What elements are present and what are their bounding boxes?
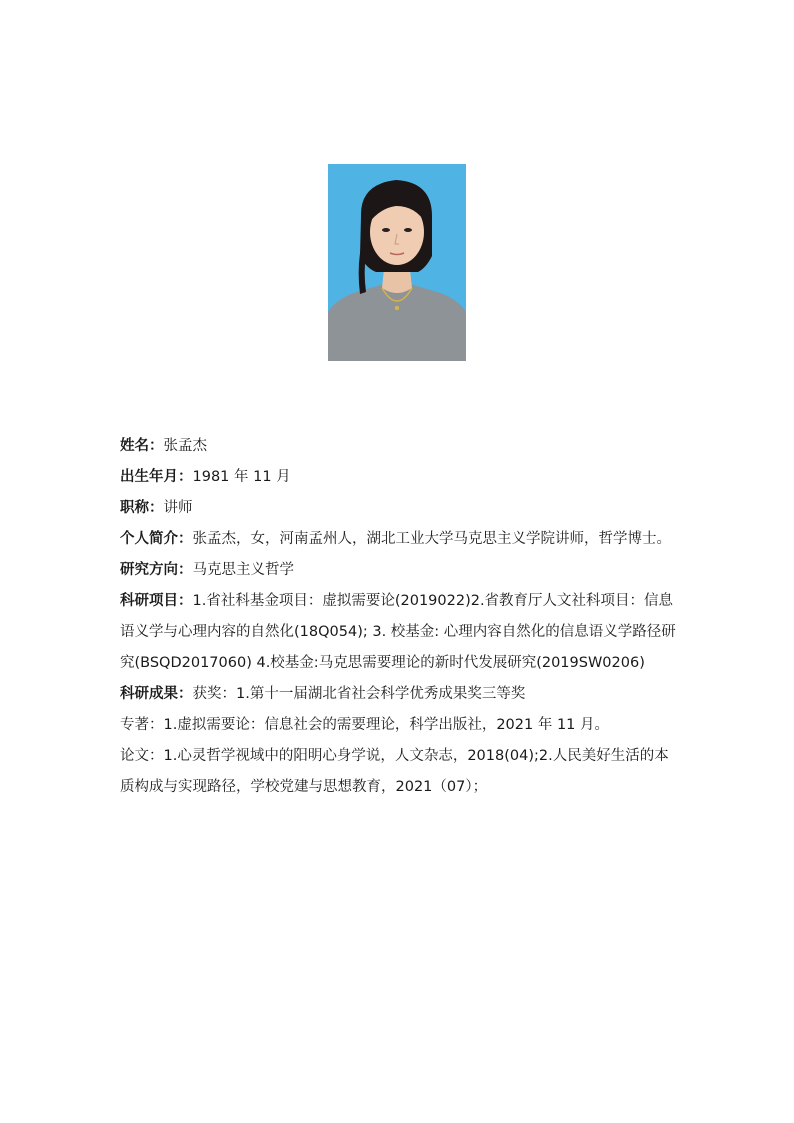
projects-value: 1.省社科基金项目：虚拟需要论(2019022)2.省教育厅人文社科项目：信息语义学与心理内容的自然化(18Q054); 3. 校基金: 心理内容自然化的信息语义学路径研究(BSQD2017060) 4.校基金:马克思需要理论的新时代发展研究(2019SW0206) bbox=[120, 593, 676, 671]
intro-value: 张孟杰，女，河南孟州人，湖北工业大学马克思主义学院讲师，哲学博士。 bbox=[192, 531, 671, 547]
papers-row bbox=[120, 741, 680, 803]
research-label: 研究方向： bbox=[120, 562, 193, 578]
intro-row bbox=[120, 524, 680, 555]
name-row bbox=[120, 431, 680, 462]
profile-content bbox=[120, 431, 680, 803]
research-value: 马克思主义哲学 bbox=[192, 562, 294, 578]
birth-value: 1981 年 11 月 bbox=[192, 469, 291, 485]
award-value: 获奖：1.第十一届湖北省社会科学优秀成果奖三等奖 bbox=[192, 686, 526, 702]
intro-label: 个人简介： bbox=[120, 531, 193, 547]
research-row bbox=[120, 555, 680, 586]
portrait-photo bbox=[328, 164, 466, 361]
portrait-illustration bbox=[328, 164, 466, 361]
name-label: 姓名： bbox=[120, 438, 164, 454]
results-row bbox=[120, 679, 680, 710]
birth-label: 出生年月： bbox=[120, 469, 193, 485]
monograph-value: 专著：1.虚拟需要论：信息社会的需要理论，科学出版社，2021 年 11 月。 bbox=[120, 717, 610, 733]
papers-value: 论文：1.心灵哲学视域中的阳明心身学说，人文杂志，2018(04);2.人民美好生活的本质构成与实现路径，学校党建与思想教育，2021（07）； bbox=[120, 748, 669, 795]
name-value: 张孟杰 bbox=[163, 438, 207, 454]
birth-row bbox=[120, 462, 680, 493]
projects-label: 科研项目： bbox=[120, 593, 193, 609]
projects-row bbox=[120, 586, 680, 679]
title-value: 讲师 bbox=[163, 500, 193, 516]
monograph-row bbox=[120, 710, 680, 741]
title-row bbox=[120, 493, 680, 524]
results-label: 科研成果： bbox=[120, 686, 193, 702]
title-label: 职称： bbox=[120, 500, 164, 516]
